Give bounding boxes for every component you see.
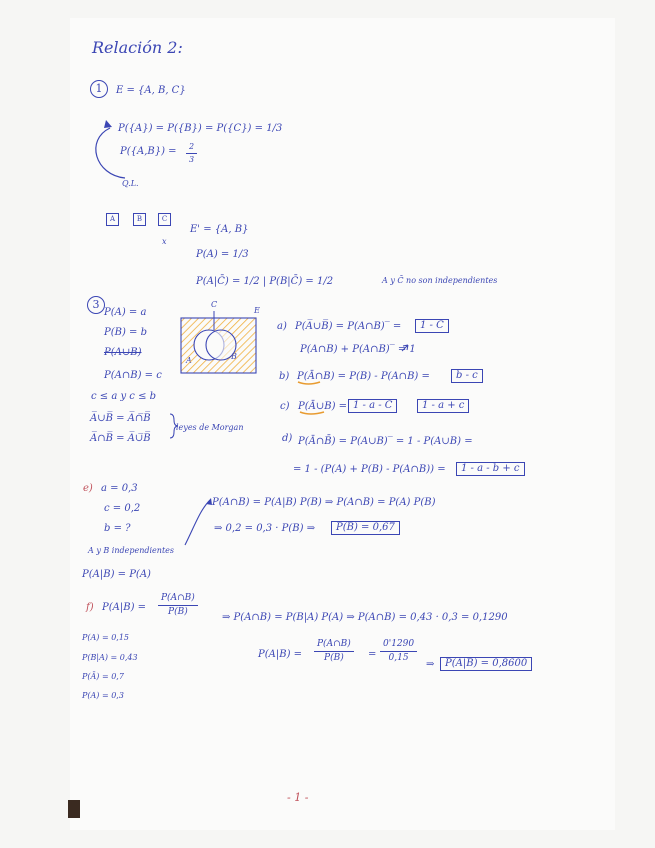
ex1-fraction-den: 3	[189, 155, 195, 164]
ex1-independence-note: A y C̄ no son independientes	[382, 276, 498, 285]
box-a: A	[106, 213, 119, 226]
highlight-underline-b	[298, 382, 320, 384]
part-c-answer: 1 - a + c	[417, 399, 469, 413]
ex3-given-pb: P(B) = b	[104, 327, 148, 338]
part-c-eq: P(Ā∪B) =	[298, 401, 348, 412]
part-a-eq: P(A̅∪B̅) = P(A∩B)‾ =	[295, 321, 402, 332]
ex1-reduced-space: E' = {A, B}	[190, 224, 249, 235]
part-a-eq2: P(A∩B) + P(A∩B)‾ = 1	[300, 344, 416, 355]
part-f-val-4: P(A) = 0,3	[82, 691, 124, 700]
ex1-fraction-num: 2	[186, 143, 197, 154]
part-f-fraction-2-den: P(B)	[324, 653, 344, 663]
part-f-fraction-3-num: 0'1290	[380, 640, 417, 652]
part-e-b: b = ?	[104, 523, 131, 534]
part-e-a: a = 0,3	[101, 483, 138, 494]
part-e-label: e)	[83, 483, 93, 494]
part-c-label: c)	[280, 401, 290, 412]
part-e-c: c = 0,2	[104, 503, 141, 514]
arrow-head-icon	[104, 120, 112, 128]
ex1-pair-prob: P({A,B}) =	[120, 146, 177, 157]
part-f-fraction-3-den: 0,15	[388, 653, 409, 663]
part-d-label: d)	[282, 433, 293, 444]
part-f-fraction-1-num: P(A∩B)	[158, 594, 198, 606]
part-f-implies: ⇒	[426, 659, 435, 670]
page-number: - 1 -	[287, 791, 309, 804]
part-c-box-1: 1 - a - C	[348, 399, 397, 413]
part-b-answer: b - c	[451, 369, 483, 383]
part-d-eq2: = 1 - (P(A) + P(B) - P(A∩B)) =	[293, 464, 446, 475]
ex3-morgan-1: A̅∪B̅ = A̅∩̅B̅	[90, 413, 151, 424]
part-f-val-1: P(A) = 0,15	[82, 633, 130, 642]
part-e-indep-note: A y B independientes	[88, 546, 174, 555]
ex3-given-pa: P(A) = a	[104, 307, 147, 318]
part-e-answer: P(B) = 0,67	[331, 521, 400, 535]
part-f-equals: =	[368, 649, 377, 660]
part-f-eq1: ⇒ P(A∩B) = P(B|A) P(A) ⇒ P(A∩B) = 0,43 · 0,3 = 0,1290	[222, 612, 508, 623]
part-d-eq: P(Ā∩B̄) = P(A∪B)‾ = 1 - P(A∪B) =	[298, 436, 473, 447]
part-f-val-3: P(Ā) = 0,7	[82, 672, 124, 681]
ex3-morgan-label: leyes de Morgan	[176, 423, 244, 432]
part-a-answer: 1 - C	[415, 319, 449, 333]
venn-label-e: E	[254, 306, 260, 315]
highlight-underline-c	[300, 412, 324, 414]
venn-circle-b	[206, 330, 236, 360]
link-arrow-head-icon	[206, 498, 212, 505]
ex1-conditional: P(A|C̄) = 1/2 | P(B|C̄) = 1/2	[196, 276, 334, 287]
part-b-eq: P(Ā∩B) = P(B) - P(A∩B) =	[297, 371, 430, 382]
part-e-eq2: ⇒ 0,2 = 0,3 · P(B) ⇒	[214, 523, 316, 534]
box-b: B	[133, 213, 146, 226]
part-e-indep-eq: P(A|B) = P(A)	[82, 569, 151, 580]
exercise-3-number: 3	[87, 296, 105, 314]
part-f-lhs-2: P(A|B) =	[258, 649, 303, 660]
ex1-sample-space: E = {A, B, C}	[116, 85, 186, 96]
box-c-cross: x	[162, 237, 167, 246]
curved-arrow-icon	[96, 128, 125, 178]
ex3-crossed-out: P(A∪B)	[104, 347, 142, 358]
box-c: C	[158, 213, 171, 226]
ex1-pa: P(A) = 1/3	[196, 249, 249, 260]
ex3-morgan-2: A̅∩B̅ = A̅∪̅B̅	[90, 433, 151, 444]
ex3-given-pab: P(A∩B) = c	[104, 370, 162, 381]
part-f-lhs-1: P(A|B) =	[102, 602, 147, 613]
brace-icon	[170, 414, 178, 438]
part-f-val-2: P(B|A) = 0,43	[82, 653, 138, 662]
part-e-eq1: P(A∩B) = P(A|B) P(B) ⇒ P(A∩B) = P(A) P(B)	[212, 497, 436, 508]
part-f-fraction-1-den: P(B)	[168, 607, 188, 617]
part-f-answer: P(A|B) = 0,8600	[440, 657, 532, 671]
ex1-ql-note: Q.L.	[122, 179, 139, 188]
part-d-answer: 1 - a - b + c	[456, 462, 525, 476]
venn-label-c: C	[211, 300, 218, 309]
part-a-label: a)	[277, 321, 287, 332]
part-f-fraction-2-num: P(A∩B)	[314, 640, 354, 652]
exercise-1-number: 1	[90, 80, 108, 98]
page-title: Relación 2:	[92, 38, 183, 57]
ex1-equal-prob: P({A}) = P({B}) = P({C}) = 1/3	[118, 123, 283, 134]
small-arrow-icon	[402, 345, 408, 351]
part-f-label: f)	[86, 602, 94, 613]
link-arrow-icon	[185, 500, 210, 545]
ex3-inequality: c ≤ a y c ≤ b	[91, 391, 157, 402]
part-b-label: b)	[279, 371, 290, 382]
